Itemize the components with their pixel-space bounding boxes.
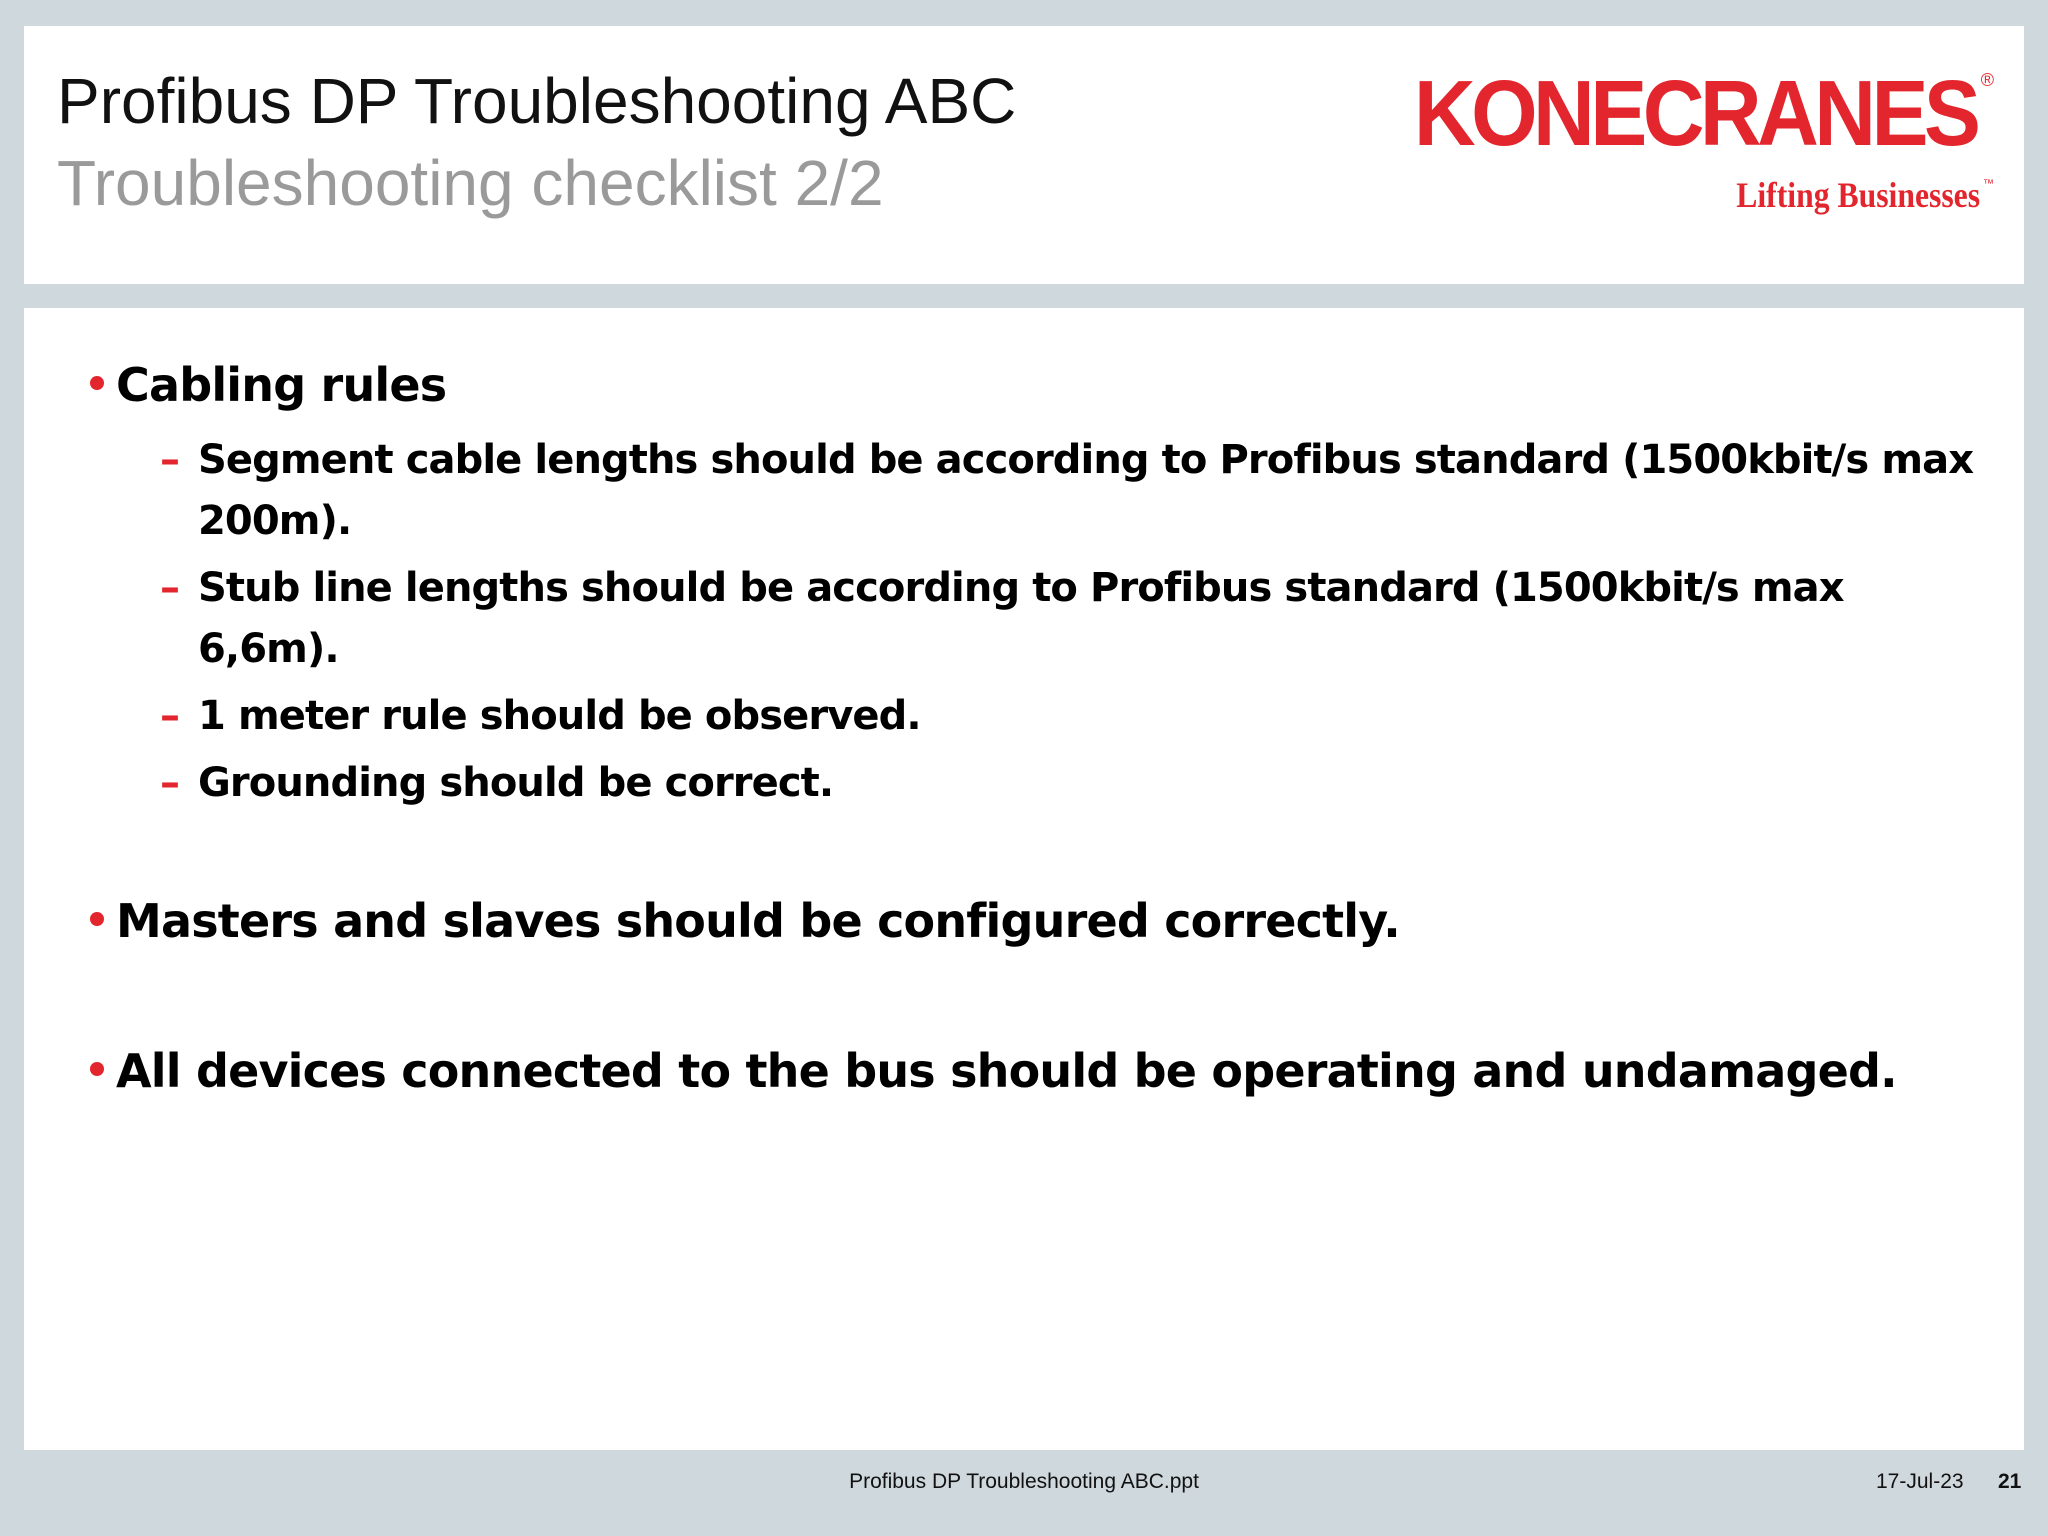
footer-filename: Profibus DP Troubleshooting ABC.ppt xyxy=(849,1470,1199,1493)
slide-title: Profibus DP Troubleshooting ABC xyxy=(57,65,1017,137)
sub-bullet-text: Grounding should be correct. xyxy=(198,760,834,806)
sub-bullet-item xyxy=(160,753,1978,814)
red-bullet-icon xyxy=(90,912,104,926)
page-number: 21 xyxy=(1998,1470,2022,1493)
logo-tagline: Lifting Businesses xyxy=(1736,175,1980,215)
red-bullet-icon xyxy=(90,376,104,390)
bullet-item xyxy=(116,1044,1897,1098)
slide-subtitle: Troubleshooting checklist 2/2 xyxy=(57,147,884,219)
dash-icon: – xyxy=(160,760,180,806)
bullet-text: Cabling rules xyxy=(116,358,447,412)
dash-icon: – xyxy=(160,437,180,483)
sub-bullet-text: 1 meter rule should be observed. xyxy=(198,693,921,739)
sub-bullet-text: Stub line lengths should be according to Profibus standard (1500kbit/s max 6,6m). xyxy=(198,565,1844,672)
sub-bullet-text: Segment cable lengths should be according to Profibus standard (1500kbit/s max 200m). xyxy=(198,437,1974,544)
bullet-text: Masters and slaves should be configured correctly. xyxy=(116,894,1400,948)
footer-date: 17-Jul-23 xyxy=(1876,1470,1964,1493)
sub-bullet-item xyxy=(160,686,1978,747)
konecranes-logo xyxy=(1394,60,1994,230)
sub-bullet-item xyxy=(160,430,1978,552)
dash-icon: – xyxy=(160,693,180,739)
dash-icon: – xyxy=(160,565,180,611)
registered-mark: ® xyxy=(1980,70,1994,90)
red-bullet-icon xyxy=(90,1062,104,1076)
bullet-item xyxy=(116,894,1400,948)
trademark-mark: ™ xyxy=(1983,178,1994,190)
slide-header xyxy=(24,26,2024,284)
bullet-item xyxy=(116,358,446,412)
sub-bullet-item xyxy=(160,558,1978,680)
sub-bullet-list xyxy=(160,430,1978,820)
bullet-text: All devices connected to the bus should be operating and undamaged. xyxy=(116,1044,1897,1098)
logo-wordmark: KONECRANES xyxy=(1413,61,1976,165)
slide-content xyxy=(24,308,2024,1450)
